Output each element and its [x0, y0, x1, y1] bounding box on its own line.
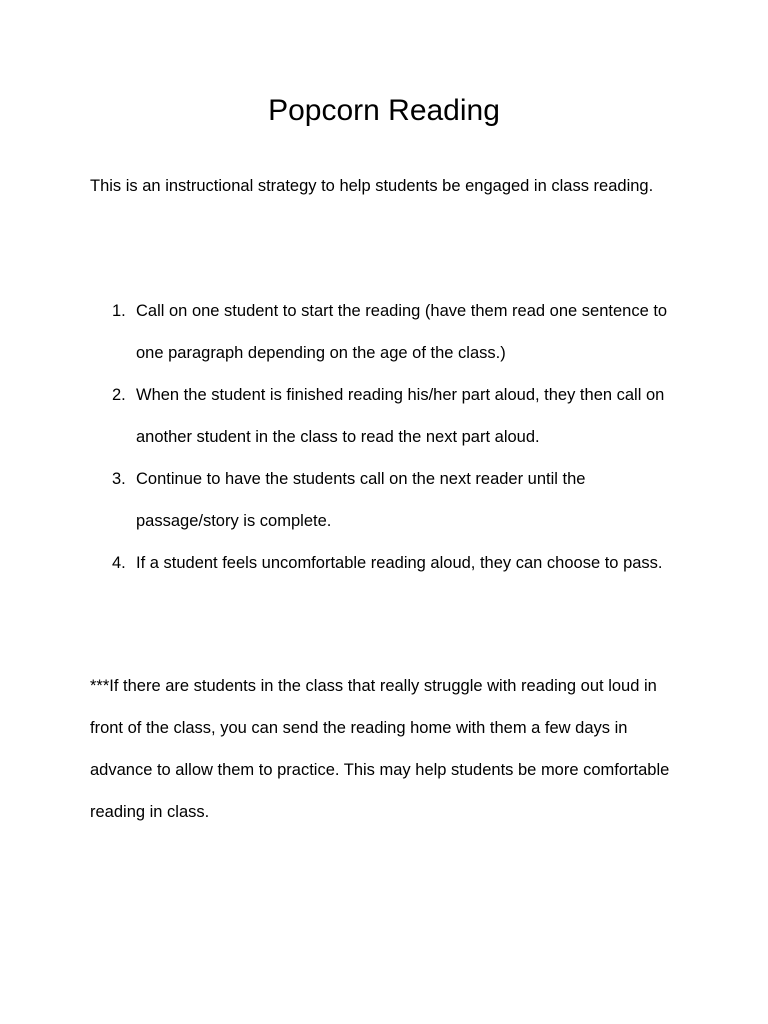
list-item-text: When the student is finished reading his/her part aloud, they then call on another student in the class to read the next part aloud. [136, 386, 665, 446]
list-item-number: 1. [112, 302, 126, 320]
list-item-number: 3. [112, 470, 126, 488]
steps-list [90, 290, 690, 584]
note-paragraph: ***If there are students in the class that really struggle with reading out loud in front of the class, you can send the reading home with them a few days in advance to allow them to practice. This may help students be more comfortable reading in class. [90, 677, 670, 821]
intro-paragraph: This is an instructional strategy to help students be engaged in class reading. [90, 177, 654, 195]
list-item [90, 542, 690, 584]
list-item-text: Continue to have the students call on the next reader until the passage/story is complete. [136, 470, 586, 530]
list-item [90, 458, 690, 542]
list-item [90, 290, 690, 374]
list-item-number: 4. [112, 554, 126, 572]
list-item-text: If a student feels uncomfortable reading aloud, they can choose to pass. [136, 554, 663, 572]
page-title: Popcorn Reading [268, 94, 500, 127]
list-item-text: Call on one student to start the reading (have them read one sentence to one paragraph depending on the age of the class.) [136, 302, 668, 362]
list-item [90, 374, 690, 458]
list-item-number: 2. [112, 386, 126, 404]
